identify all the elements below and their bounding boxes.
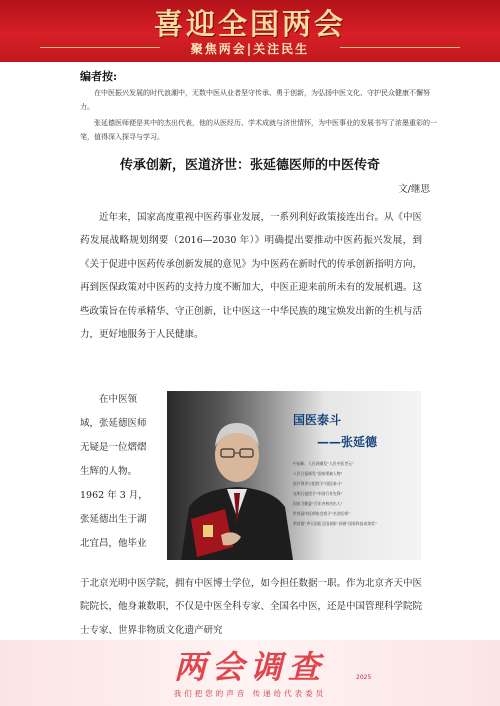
wrapped-text-column	[80, 388, 160, 556]
article-paragraph: 于北京光明中医学院，拥有中医博士学位，如今担任数据一职。作为北京齐天中医院院长，他身兼数职，不仅是中医全科专家、全国名中医，还是中国管理科学院院士专家、世界非物质文化遗产研究	[80, 578, 423, 636]
article-paragraph: 近年来，国家高度重视中医药事业发展，一系列利好政策接连出台。从《中医药发展战略规划纲要（2016—2030 年）》明确提出要推动中医药振兴发展，到《关于促进中医药传承创新发展的意见》为中医药在新时代的传承创新指明方向，再到医保政策对中医药的支持力度不断加大，中医正迎来前所未有的发展机遇。这些政策旨在传承精华、守正创新，让中医这一中华民族的瑰宝焕发出新的生机与活力，更好地服务于人民健康。	[80, 212, 423, 341]
honor-item: 国家卫健委“百年杏林杰出人”	[293, 501, 343, 506]
honor-item: 荣获第“齐天国医全国表彰”获颁“国家科技成果奖”	[293, 521, 377, 526]
header-banner	[0, 0, 500, 62]
wrapped-text-line: 无疑是一位熠熠	[80, 442, 147, 453]
photo-name: ——张延德	[317, 435, 378, 449]
article-title: 传承创新，医道济世：张延德医师的中医传奇	[119, 158, 380, 173]
wrapped-text-line: 生辉的人物。	[80, 466, 138, 477]
honor-item: 世界国中医师协会授予“名誉医师”	[293, 511, 351, 516]
editor-note-paragraph: 张延德医师便是其中的杰出代表，他的从医经历、学术成就与济世情怀，为中医事业的发展书写了浓墨重彩的一笔，值得深入探寻与学习。	[80, 119, 437, 141]
wrapped-text-line: 北宜昌，他毕业	[80, 538, 147, 549]
photo-title: 国医泰斗	[293, 413, 342, 427]
honor-item: 中国新、人民网颁发“人民中医世元”	[293, 461, 354, 466]
wrapped-text-line: 1962 年 3 月，	[80, 490, 148, 501]
banner-subtitle: 聚焦两会|关注民生	[190, 42, 310, 56]
article-author: 文/继思	[398, 184, 430, 195]
wrapped-text-line: 张延德出生于湖	[80, 514, 147, 525]
footer-banner	[0, 640, 500, 706]
footer-title: 两会调查	[173, 648, 326, 686]
honors-list	[293, 459, 417, 529]
footer-subtitle: 我们把您的声音 传递给代表委员	[173, 689, 327, 698]
honor-item: 光明日报授予“中国行业先锋”	[293, 491, 343, 496]
wrapped-text-line: 域，张延德医师	[80, 418, 147, 429]
editor-note-paragraph: 在中医振兴发展的时代浪潮中，无数中医从业者坚守传承、勇于创新，为弘扬中医文化、守护民众健康不懈努力。	[80, 89, 430, 111]
footer-year: 2025	[356, 674, 372, 681]
wrapped-text-line: 在中医领	[99, 394, 138, 405]
editor-note	[80, 68, 440, 144]
editor-note-label: 编者按:	[80, 70, 118, 83]
doctor-photo	[167, 391, 421, 560]
honor-item: 人民日报颁发“国家领袖人物”	[293, 471, 343, 476]
banner-title: 喜迎全国两会	[153, 7, 346, 41]
honor-item: 医疗领导小组授予“国医泰斗”	[293, 481, 343, 486]
doctor-portrait-illustration	[181, 397, 293, 560]
